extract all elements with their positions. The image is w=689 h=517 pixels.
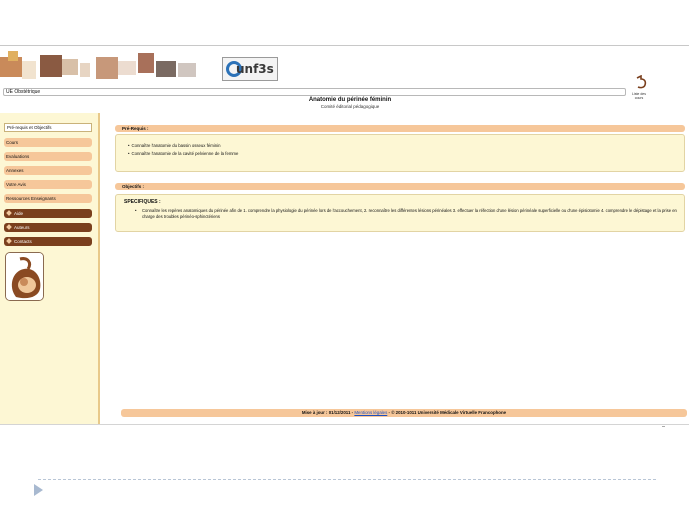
- footer-bar: [121, 409, 687, 417]
- corner-tick: [662, 426, 665, 427]
- slide-arrow-icon[interactable]: [34, 484, 43, 496]
- sidebar-item-cours[interactable]: Cours: [4, 138, 92, 147]
- page-subtitle: Comité éditorial pédagogique: [320, 104, 380, 109]
- diamond-icon: [6, 224, 12, 230]
- specifiques-title: SPECIFIQUES :: [124, 199, 161, 205]
- bottom-divider: [0, 424, 689, 425]
- mentions-legales-link[interactable]: Mentions légales: [354, 410, 388, 415]
- sidebar-item-ressources[interactable]: Ressources Enseignants: [4, 194, 92, 203]
- sidebar-item-votre-avis[interactable]: Votre Avis: [4, 180, 92, 189]
- prerequis-header: Pré-Requis :: [115, 125, 685, 132]
- sidebar-item-prerequis[interactable]: Pré-requis et Objectifs: [4, 123, 92, 132]
- back-label: Liste des cours: [631, 92, 646, 100]
- auteurs-label: Auteurs: [14, 225, 30, 230]
- diamond-icon: [6, 210, 12, 216]
- aide-label: Aide: [14, 211, 24, 216]
- footer-copyright: - © 2010-1011 Université Médicale Virtuelle Francophone: [387, 410, 507, 415]
- specifiques-text: Connaître les repères anatomiques du périnée afin de 1. comprendre la physiologie du périnée lors de l'accouchement, 2. reconnaître les différentes lésions périnéales 3. effectuer la réfection d'une lésion périnéale superficielle ou d'une épisiotomie 4. comprendre le dépistage et la prise en charge des troubles périnéo-sphinctériens: [142, 208, 677, 219]
- back-to-courses-button[interactable]: [630, 75, 652, 103]
- footer-updated: Mise à jour : 01/12/2011 -: [301, 410, 355, 415]
- prerequis-panel: [115, 134, 685, 172]
- sidebar-item-contacts[interactable]: [4, 237, 92, 246]
- bullet-icon: •: [135, 208, 137, 213]
- contacts-label: Contacts: [14, 239, 32, 244]
- sidebar-item-aide[interactable]: [4, 209, 92, 218]
- objectifs-header: Objectifs :: [115, 183, 685, 190]
- sidebar-item-annexes[interactable]: Annexes: [4, 166, 92, 175]
- slide-dashed-line: [38, 479, 656, 480]
- objectifs-panel: [115, 194, 685, 232]
- logo-text: unf3s: [236, 62, 274, 76]
- main-content: [103, 113, 689, 424]
- back-arrow-icon: [634, 75, 648, 89]
- page-title: Anatomie du périnée féminin: [308, 97, 392, 103]
- top-divider: [0, 45, 689, 46]
- sidebar-item-auteurs[interactable]: [4, 223, 92, 232]
- header-banner: [0, 47, 689, 87]
- pregnancy-illustration-icon: [6, 253, 44, 301]
- header-photo-mosaic: [0, 51, 200, 83]
- diamond-icon: [6, 238, 12, 244]
- course-title-bar: UE Obstétrique: [3, 88, 626, 96]
- sidebar: [0, 113, 100, 424]
- prerequis-item: • Connaître l'anatomie du bassin osseux féminin: [128, 143, 220, 148]
- unf3s-logo[interactable]: [222, 57, 278, 81]
- sidebar-item-evaluations[interactable]: Evaluations: [4, 152, 92, 161]
- prerequis-item: • Connaître l'anatomie de la cavité pelvienne de la femme: [128, 151, 238, 156]
- course-illustration[interactable]: [5, 252, 44, 301]
